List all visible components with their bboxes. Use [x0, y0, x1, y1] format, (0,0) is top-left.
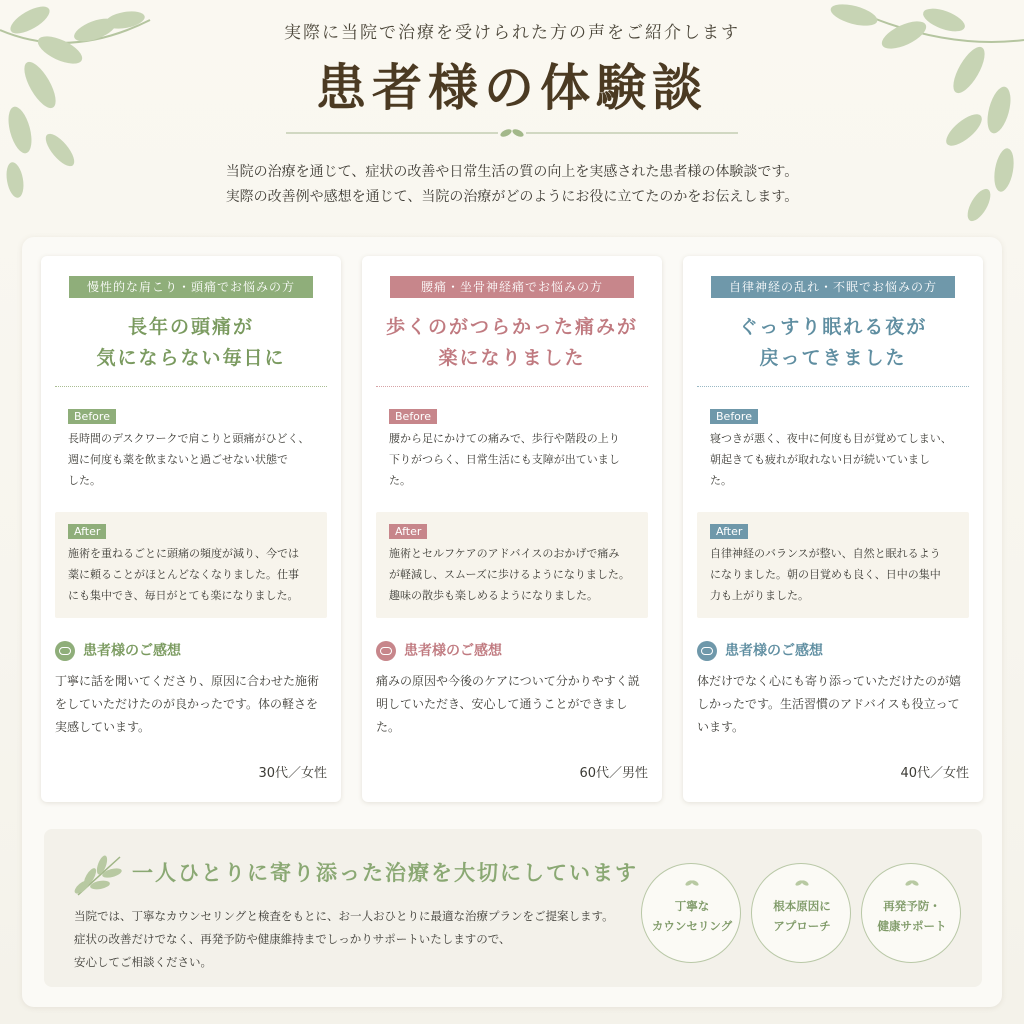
chat-bubble-icon: [376, 641, 396, 661]
badge-line: 根本原因に: [773, 899, 831, 913]
sprig-icon: [794, 878, 810, 888]
card-title: [362, 312, 662, 374]
badge-text: [642, 896, 742, 936]
impression-text: [697, 670, 977, 739]
text-line: 明していただき、安心して通うことができまし: [376, 697, 628, 711]
testimonial-card-headache: [41, 256, 341, 802]
dotted-divider: [376, 386, 648, 387]
commitment-title: 一人ひとりに寄り添った治療を大切にしています: [132, 860, 638, 885]
text-line: 週に何度も薬を飲まないと過ごせない状態で: [68, 453, 288, 466]
patient-age: 60代／男性: [579, 766, 648, 781]
chat-bubble-icon: [55, 641, 75, 661]
text-line: しかったです。生活習慣のアドバイスも役立って: [697, 697, 960, 711]
before-text: [68, 428, 330, 491]
text-line: 趣味の散歩も楽しめるようになりました。: [389, 589, 598, 602]
card-title: [683, 312, 983, 374]
text-line: 体だけでなく心にも寄り添っていただけたのが嬉: [697, 674, 962, 688]
text-line: います。: [697, 720, 745, 734]
text-line: になりました。朝の目覚めも良く、日中の集中: [710, 568, 941, 581]
impression-text: [55, 670, 335, 739]
text-line: をしていただけたのが良かったです。体の軽さを: [55, 697, 319, 711]
card-title-line: 気にならない毎日に: [96, 347, 286, 369]
feature-badge-counseling: [641, 863, 741, 963]
page-subtitle: 実際に当院で治療を受けられた方の声をご紹介します: [284, 23, 740, 43]
testimonial-card-insomnia: [683, 256, 983, 802]
card-title-line: 楽になりました: [438, 347, 586, 369]
testimonial-card-back-pain: [362, 256, 662, 802]
chat-bubble-icon: [697, 641, 717, 661]
feature-badge-root-cause: [751, 863, 851, 963]
text-line: 安心してご相談ください。: [74, 955, 212, 969]
dotted-divider: [55, 386, 327, 387]
intro-line: 実際の改善例や感想を通じて、当院の治療がどのようにお役に立てたのかをお伝えします。: [225, 189, 799, 205]
before-label: Before: [68, 409, 116, 424]
patient-age: 40代／女性: [900, 766, 969, 781]
card-title-line: ぐっすり眠れる夜が: [738, 316, 928, 338]
after-label: After: [68, 524, 106, 539]
intro-text: [0, 160, 1024, 210]
feature-badge-prevention: [861, 863, 961, 963]
text-line: 痛みの原因や今後のケアについて分かりやすく説: [376, 674, 640, 688]
intro-line: 当院の治療を通じて、症状の改善や日常生活の質の向上を実感された患者様の体験談です。: [225, 164, 799, 180]
patient-age: 30代／女性: [258, 766, 327, 781]
text-line: が軽減し、スムーズに歩けるようになりました。: [389, 568, 630, 581]
page-title: 患者様の体験談: [316, 58, 708, 117]
card-title-line: 長年の頭痛が: [127, 316, 254, 338]
text-line: 下りがつらく、日常生活にも支障が出ていまし: [389, 453, 620, 466]
text-line: た。: [376, 720, 401, 734]
text-line: 症状の改善だけでなく、再発予防や健康維持までしっかりサポートいたしますので、: [74, 932, 511, 946]
commitment-text: [74, 905, 654, 974]
text-line: にも集中でき、毎日がとても楽になりました。: [68, 589, 299, 602]
before-text: [389, 428, 651, 491]
after-text: [389, 543, 651, 606]
after-text: [68, 543, 330, 606]
impression-title: 患者様のご感想: [404, 643, 502, 659]
badge-line: カウンセリング: [651, 919, 733, 933]
category-tag: 腰痛・坐骨神経痛でお悩みの方: [390, 276, 634, 298]
after-label: After: [389, 524, 427, 539]
impression-title: 患者様のご感想: [83, 643, 181, 659]
text-line: 自律神経のバランスが整い、自然と眠れるよう: [710, 547, 941, 560]
dotted-divider: [697, 386, 969, 387]
before-label: Before: [710, 409, 758, 424]
impression-title: 患者様のご感想: [725, 643, 823, 659]
badge-line: 丁寧な: [674, 899, 710, 913]
title-divider: [286, 128, 738, 138]
category-tag: 慢性的な肩こり・頭痛でお悩みの方: [69, 276, 313, 298]
text-line: 施術を重ねるごとに頭痛の頻度が減り、今では: [68, 547, 299, 560]
badge-line: 健康サポート: [877, 919, 947, 933]
text-line: 長時間のデスクワークで肩こりと頭痛がひどく、: [68, 432, 310, 445]
card-title-line: 歩くのがつらかった痛みが: [385, 316, 638, 338]
text-line: 施術とセルフケアのアドバイスのおかげで痛み: [389, 547, 620, 560]
category-tag: 自律神経の乱れ・不眠でお悩みの方: [711, 276, 955, 298]
badge-line: アプローチ: [773, 919, 831, 933]
text-line: た。: [710, 474, 732, 487]
text-line: 薬に頼ることがほとんどなくなりました。仕事: [68, 568, 299, 581]
sprig-icon: [684, 878, 700, 888]
sprig-icon: [904, 878, 920, 888]
impression-text: [376, 670, 656, 739]
text-line: 寝つきが悪く、夜中に何度も目が覚めてしまい、: [710, 432, 952, 445]
text-line: 丁寧に話を聞いてくださり、原因に合わせた施術: [55, 674, 320, 688]
text-line: 実感しています。: [55, 720, 151, 734]
card-title: [41, 312, 341, 374]
text-line: 当院では、丁寧なカウンセリングと検査をもとに、お一人おひとりに最適な治療プランをご提案します。: [74, 909, 614, 923]
text-line: 力も上がりました。: [710, 589, 809, 602]
after-label: After: [710, 524, 748, 539]
card-title-line: 戻ってきました: [759, 347, 907, 369]
text-line: 朝起きても疲れが取れない日が続いていまし: [710, 453, 930, 466]
before-label: Before: [389, 409, 437, 424]
badge-line: 再発予防・: [883, 899, 941, 913]
badge-text: [752, 896, 852, 936]
after-text: [710, 543, 972, 606]
before-text: [710, 428, 972, 491]
text-line: た。: [389, 474, 411, 487]
badge-text: [862, 896, 962, 936]
text-line: した。: [68, 474, 101, 487]
commitment-section: [44, 829, 982, 987]
leaf-icon: [70, 847, 126, 903]
text-line: 腰から足にかけての痛みで、歩行や階段の上り: [389, 432, 620, 445]
